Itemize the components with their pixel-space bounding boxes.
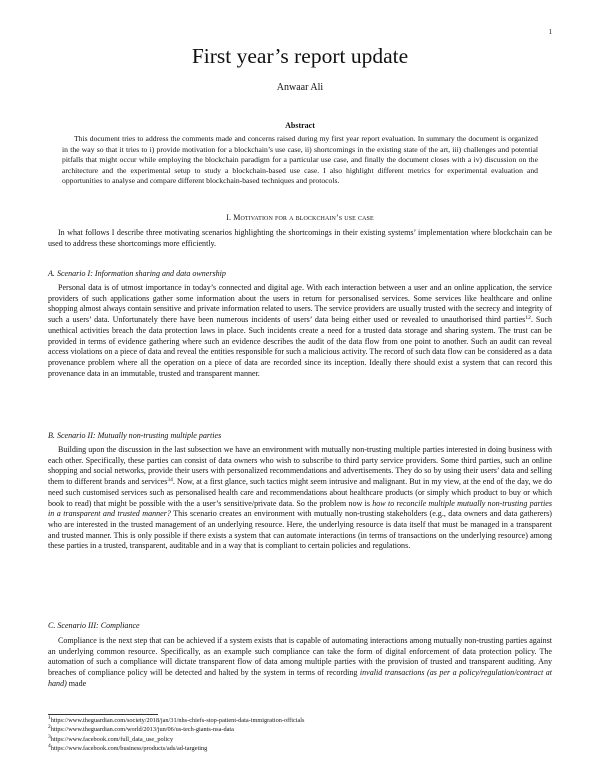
scenario-b-emphasis: how to reconcile multiple mutually non-trusting parties in a transparent and trusted manner? xyxy=(48,498,552,519)
scenario-a-heading: A. Scenario I: Information sharing and data ownership xyxy=(48,269,226,278)
footnote-number: 4 xyxy=(48,742,51,749)
scenario-c-text-part-1: Compliance is the next step that can be achieved if a system exists that is capable of automating interactions among mutually non-trusting parties against an underlying common resource. Specifically, as an example such compliance can take the form of digital enforcement of data protection policy. The automation of such a compliance will dictate transparent flow of data among multiple parties with the provision of trusted and transparent auditing. Any breaches of compliance policy will be detected and halted by the system in terms of recording xyxy=(48,636,552,678)
section-title: Motivation for a blockchain’s use case xyxy=(233,213,374,222)
scenario-b-text xyxy=(48,445,552,552)
scenario-c-text xyxy=(48,636,552,690)
abstract-text: This document tries to address the comments made and concerns raised during my first year report evaluation. In summary the document is organized in the way so that it tries to i) provide motivation for a blockchain’s use case, ii) shortcomings in the existing state of the art, iii) challenges and potential pitfalls that might occur while employing the blockchain paradigm for a particular use case, and finally the document closes with a iv) discussion on the architecture and the experimental setup to study a blockchain-based use case. I also highlight different metrics for experimental evaluation and opportunities to analyse and compare different blockchain-based techniques and protocols. xyxy=(62,134,538,186)
scenario-a-text xyxy=(48,283,552,379)
section-heading xyxy=(0,213,600,222)
page-number: 1 xyxy=(548,28,552,36)
scenario-b-heading: B. Scenario II: Mutually non-trusting multiple parties xyxy=(48,431,222,440)
footnote-link[interactable]: https://www.theguardian.com/society/2018/jan/31/nhs-chiefs-stop-patient-data-immigration-officials xyxy=(50,717,305,724)
footnote-ref-1-2: 12 xyxy=(525,315,531,322)
footnote-link[interactable]: https://www.theguardian.com/world/2013/jun/06/us-tech-giants-nsa-data xyxy=(50,726,234,734)
footnote xyxy=(48,725,552,734)
footnote-link[interactable]: https://www.facebook.com/full_data_use_policy xyxy=(50,735,174,743)
section-number: I. xyxy=(226,213,232,222)
scenario-c-text-part-2: made xyxy=(66,678,87,688)
footnote xyxy=(48,716,552,725)
section-intro: In what follows I describe three motivating scenarios highlighting the shortcomings in their existing systems’ implementation where blockchain can be used to address these shortcomings more efficiently. xyxy=(48,228,552,248)
scenario-b-text-part-1: Building upon the discussion in the last subsection we have an environment with mutually non-trusting multiple parties interested in doing business with each other. Specifically, these parties can consist of data owners who wish to subscribe to third party service providers. Some third parties, such an online shopping and social networks, provide their users with personalized recommendations and advertisements. They do so by using their users’ data and selling them to different brands and services xyxy=(48,445,552,487)
footnote-number: 2 xyxy=(48,724,51,731)
footnote-number: 1 xyxy=(48,715,51,721)
paper-title: First year’s report update xyxy=(191,44,409,68)
scenario-a-text-part-2: . Such unethical activities breach the data protection laws in place. Such incidents create a need for a trusted data storage and sharing system. The trust can be provided in terms of evidence gathering where such an evidence describes the audit of the data flow from one point to another. Such an audit can reveal access violations on a piece of data and reveal the entities responsible for such a malicious activity. The record of such data flow can be considered as a data provenance problem where all the operation on a piece of data are recorded since its inception. Ideally there should exist a system that can record this provenance data in an immutable, trusted and transparent manner. xyxy=(48,315,552,378)
footnote xyxy=(48,735,552,744)
footnote-link[interactable]: https://www.facebook.com/business/products/ads/ad-targeting xyxy=(50,744,208,752)
scenario-b-text-part-2: . Now, at a first glance, such tactics might seem intrusive and malignant. But in my view, at the end of the day, we do need such customised services such as personalised health care and recommendations about healthcare products (or simply which product to buy or which book to read) that might be possible with the a user’s sensitive/private data. So the problem now is xyxy=(48,477,552,508)
scenario-b-text-part-3: This scenario creates an environment with mutually non-trusting stakeholders (e.g., data owners and data gatherers) who are interested in the trusted management of an underlying resource. Here, the underlying resource is data itself that must be managed in a transparent and trusted manner. This is only possible if there exists a system that can automate interactions (in terms of transactions on the underlying resource) among these parties in a trusted, transparent, auditable and in a way that is compliant to certain policies and regulations. xyxy=(48,509,552,551)
footnotes xyxy=(48,716,552,753)
author-name: Anwaar Ali xyxy=(276,82,324,93)
scenario-a-text-part-1: Personal data is of utmost importance in today’s connected and digital age. With each interaction between a user and an online application, the service providers of such applications gather some information about the users in return for personalised services. Some services like healthcare and online shopping almost always contain sensitive and private information related to users. The service providers are usually trusted with the secrecy and integrity of such a users’ data. Unfortunately there have been numerous incidents of users’ data being either used or revealed to unauthorised third parties xyxy=(48,283,552,325)
abstract-heading: Abstract xyxy=(285,121,315,130)
footnote xyxy=(48,744,552,753)
footnote-divider xyxy=(48,714,158,715)
footnote-number: 3 xyxy=(48,733,51,740)
scenario-c-emphasis: invalid transactions (as per a policy/regulation/contract at hand) xyxy=(48,668,552,688)
footnote-ref-3-4: 34 xyxy=(167,477,173,484)
scenario-c-heading: C. Scenario III: Compliance xyxy=(48,621,140,630)
